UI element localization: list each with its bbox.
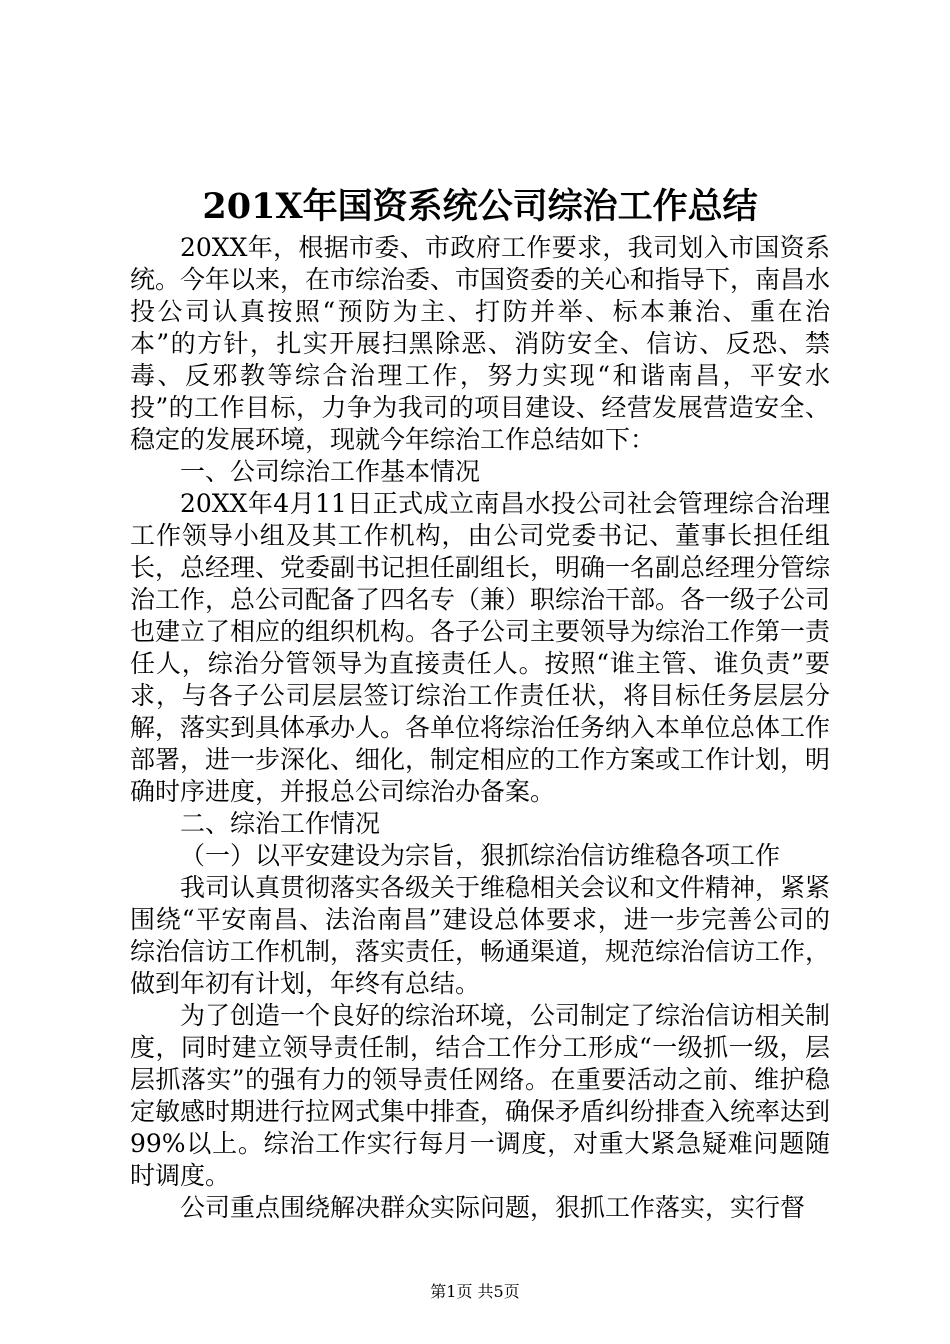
document-title: 201X年国资系统公司综治工作总结 — [202, 186, 758, 227]
paragraph-basic-situation: 20XX年4月11日正式成立南昌水投公司社会管理综合治理工作领导小组及其工作机构，由公司党委书记、董事长担任组长，总经理、党委副书记担任副组长，明确一名副总经理分管综治工作，总公司配备了四名专（兼）职综治干部。各一级子公司也建立了相应的组织机构。各子公司主要领导为综治工作第一责任人，综治分管领导为直接责任人。按照“谁主管、谁负责”要求，与各子公司层层签订综治工作责任状，将目标任务层层分解，落实到具体承办人。各单位将综治任务纳入本单位总体工作部署，进一步深化、细化，制定相应的工作方案或工作计划，明确时序进度，并报总公司综治办备案。 — [130, 489, 831, 806]
page-footer: 第1页 共5页 — [430, 1282, 520, 1301]
subsection-heading-1: （一）以平安建设为宗旨，狠抓综治信访维稳各项工作 — [180, 841, 781, 870]
document-body — [130, 232, 830, 1224]
section-heading-2: 二、综治工作情况 — [180, 809, 381, 838]
paragraph-focus: 公司重点围绕解决群众实际问题，狠抓工作落实，实行督 — [180, 1193, 806, 1222]
section-heading-1: 一、公司综治工作基本情况 — [180, 457, 481, 486]
paragraph-environment: 为了创造一个良好的综治环境，公司制定了综治信访相关制度，同时建立领导责任制，结合工作分工形成“一级抓一级，层层抓落实”的强有力的领导责任网络。在重要活动之前、维护稳定敏感时期进行拉网式集中排查，确保矛盾纠纷排查入统率达到99%以上。综治工作实行每月一调度，对重大紧急疑难问题随时调度。 — [130, 1001, 831, 1190]
paragraph-stability-work: 我司认真贯彻落实各级关于维稳相关会议和文件精神，紧紧围绕“平安南昌、法治南昌”建设总体要求，进一步完善公司的综治信访工作机制，落实责任，畅通渠道，规范综治信访工作，做到年初有计划，年终有总结。 — [130, 873, 831, 998]
paragraph-intro: 20XX年，根据市委、市政府工作要求，我司划入市国资系统。今年以来，在市综治委、市国资委的关心和指导下，南昌水投公司认真按照“预防为主、打防并举、标本兼治、重在治本”的方针，扎实开展扫黑除恶、消防安全、信访、反恐、禁毒、反邪教等综合治理工作，努力实现“和谐南昌，平安水投”的工作目标，力争为我司的项目建设、经营发展营造安全、稳定的发展环境，现就今年综治工作总结如下： — [130, 233, 831, 454]
